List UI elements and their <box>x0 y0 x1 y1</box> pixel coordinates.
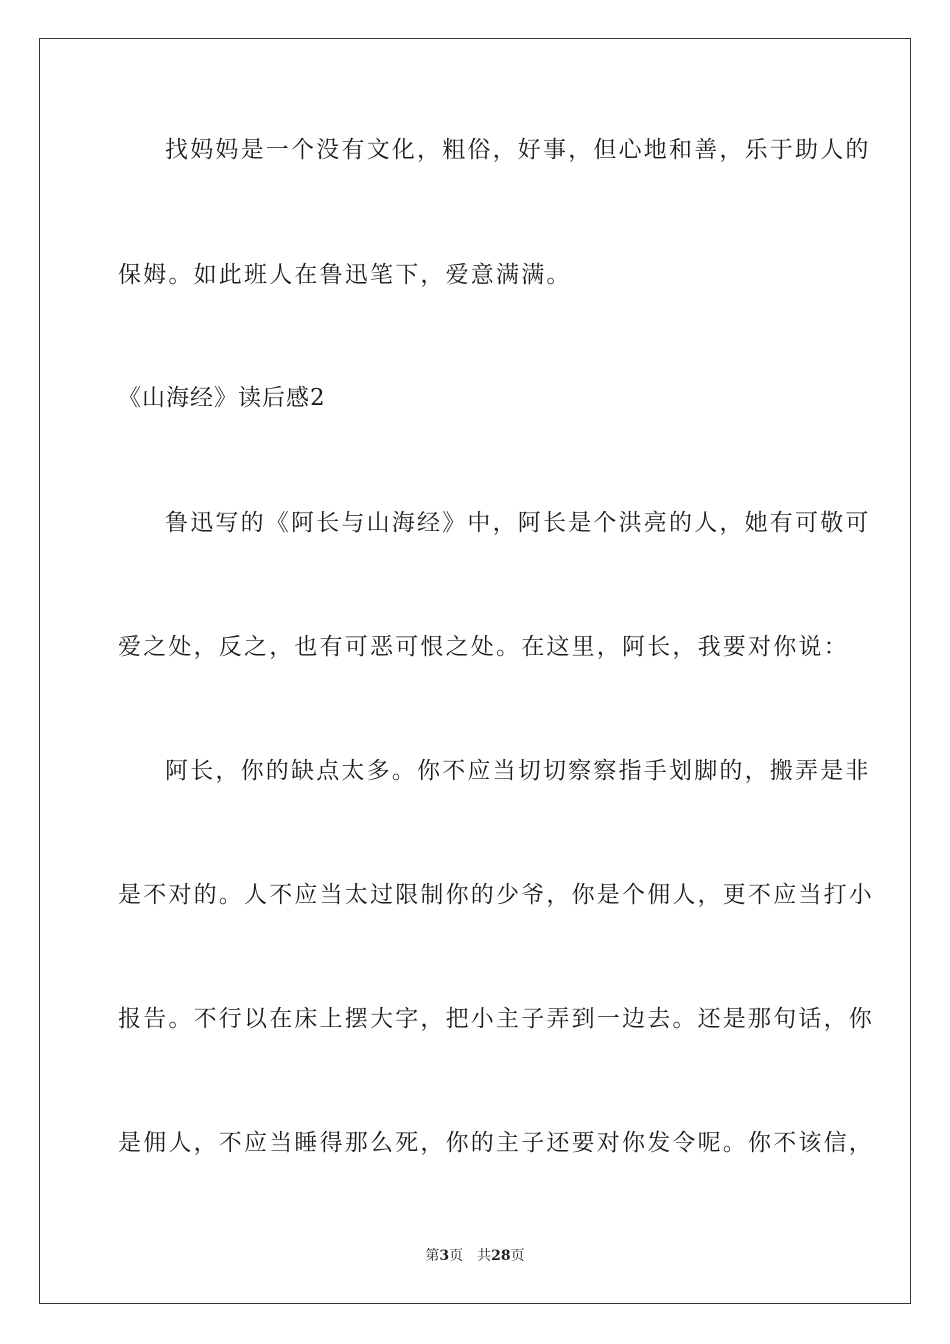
paragraph-line-8: 是佣人，不应当睡得那么死，你的主子还要对你发令呢。你不该信， <box>118 1130 874 1156</box>
paragraph-line-6: 是不对的。人不应当太过限制你的少爷，你是个佣人，更不应当打小 <box>118 882 874 908</box>
paragraph-line-3: 鲁迅写的《阿长与山海经》中，阿长是个洪亮的人，她有可敬可 <box>165 510 871 536</box>
page-border <box>39 38 911 1304</box>
footer-total-number: 28 <box>491 1248 511 1264</box>
paragraph-line-4: 爱之处，反之，也有可恶可恨之处。在这里，阿长，我要对你说： <box>118 634 849 660</box>
footer-total-prefix: 共 <box>477 1248 492 1264</box>
paragraph-line-2: 保姆。如此班人在鲁迅笔下，爱意满满。 <box>118 262 572 288</box>
page-footer <box>0 1247 950 1265</box>
footer-page-prefix: 第 <box>425 1248 440 1264</box>
paragraph-line-5: 阿长，你的缺点太多。你不应当切切察察指手划脚的，搬弄是非 <box>165 758 871 784</box>
footer-total-suffix: 页 <box>510 1248 525 1264</box>
footer-page-suffix: 页 <box>449 1248 464 1264</box>
paragraph-line-7: 报告。不行以在床上摆大字，把小主子弄到一边去。还是那句话，你 <box>118 1006 874 1032</box>
section-heading: 《山海经》读后感2 <box>118 385 326 411</box>
paragraph-line-1: 找妈妈是一个没有文化，粗俗，好事，但心地和善，乐于助人的 <box>165 137 871 163</box>
footer-page-number: 3 <box>439 1248 450 1264</box>
